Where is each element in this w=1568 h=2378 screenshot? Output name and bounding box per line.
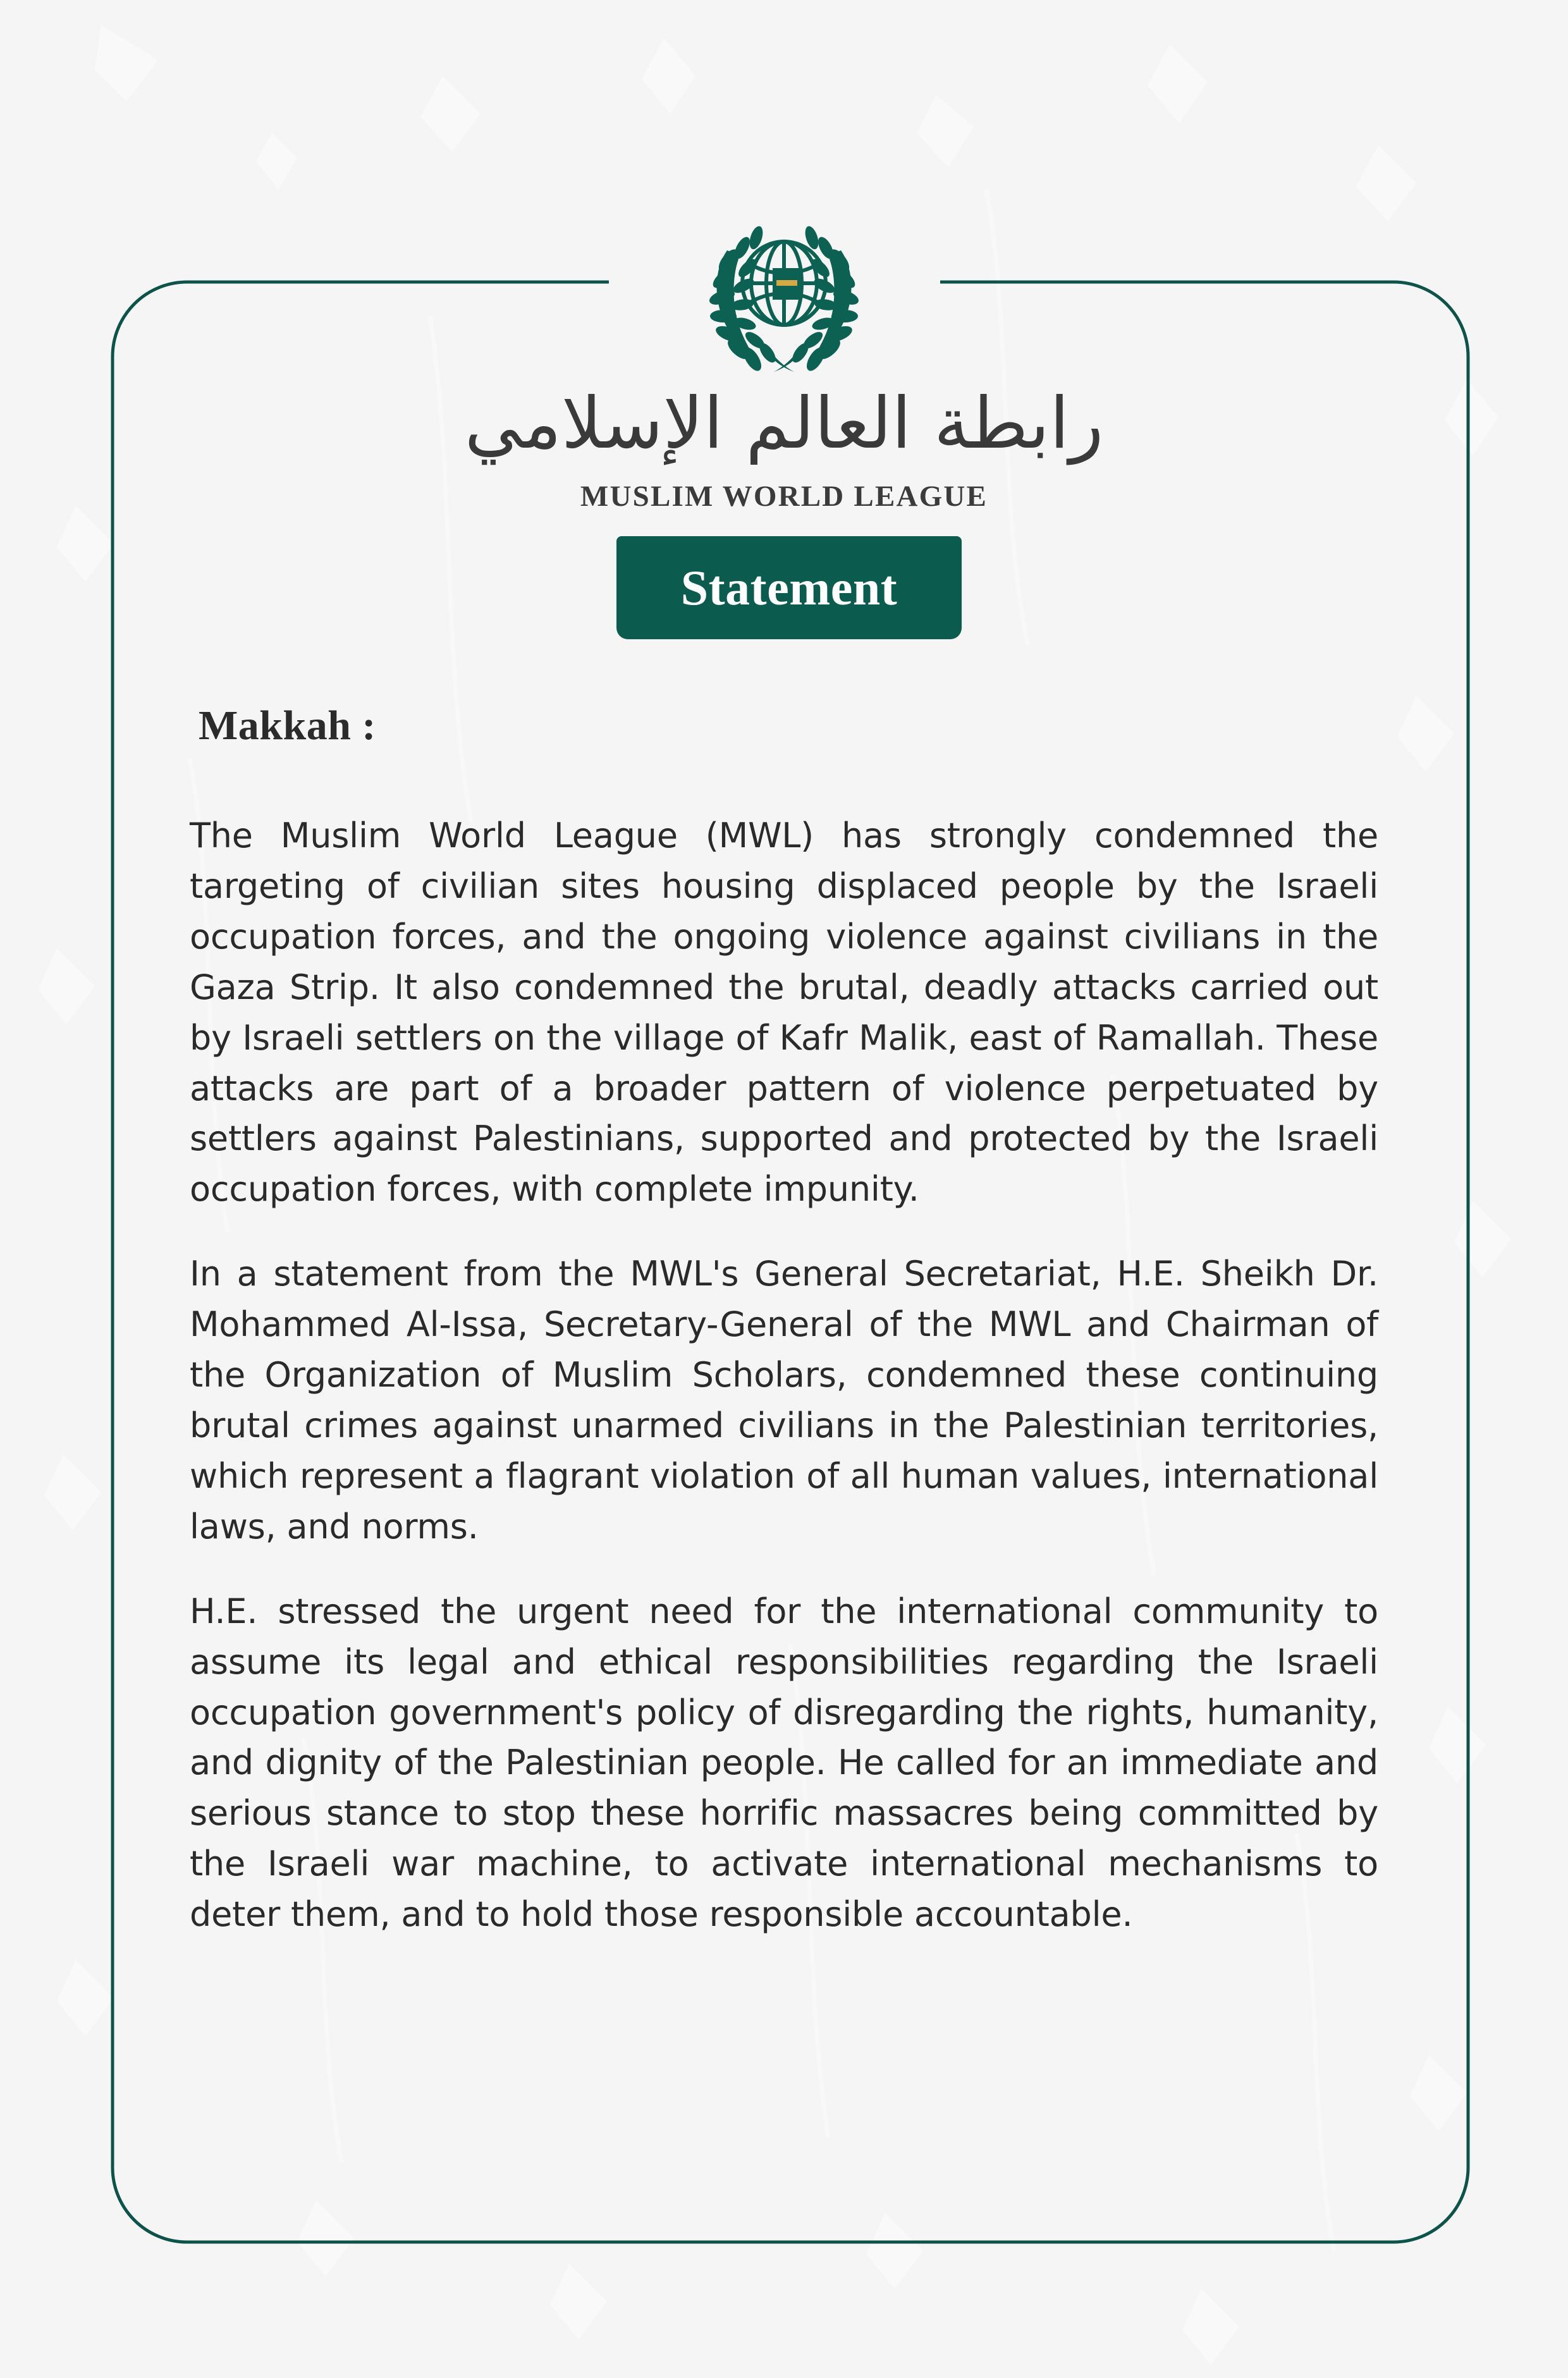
statement-badge-label: Statement: [680, 560, 898, 615]
statement-badge: [616, 536, 962, 639]
latin-organization-name: MUSLIM WORLD LEAGUE: [580, 480, 988, 513]
globe-laurel-wreath-emblem: [694, 190, 874, 372]
dateline: Makkah :: [199, 702, 376, 749]
arabic-organization-name: رابطة العالم الإسلامي: [464, 383, 1104, 465]
statement-paragraph: H.E. stressed the urgent need for the international community to assume its legal and ethical responsibilities regarding the Israeli occupation government's policy of disregarding the rights, humanity, and dignity of the Palestinian people. He called for an immediate and serious stance to stop these horrific massacres being committed by the Israeli war machine, to activate international mechanisms to deter them, and to hold those responsible accountable.: [190, 1591, 1378, 1935]
statement-paragraph: The Muslim World League (MWL) has strongly condemned the targeting of civilian sites housing displaced people by the Israeli occupation forces, and the ongoing violence against civilians in the Gaza Strip. It also condemned the brutal, deadly attacks carried out by Israeli settlers on the village of Kafr Malik, east of Ramallah. These attacks are part of a broader pattern of violence perpetuated by settlers against Palestinians, supported and protected by the Israeli occupation forces, with complete impunity.: [190, 816, 1378, 1210]
statement-body: [190, 702, 1378, 1940]
statement-paragraph: In a statement from the MWL's General Secretariat, H.E. Sheikh Dr. Mohammed Al-Issa, Secretary-General of the MWL and Chairman of the Organization of Muslim Scholars, condemned these continuing brutal crimes against unarmed civilians in the Palestinian territories, which represent a flagrant violation of all human values, international laws, and norms.: [190, 1254, 1378, 1547]
